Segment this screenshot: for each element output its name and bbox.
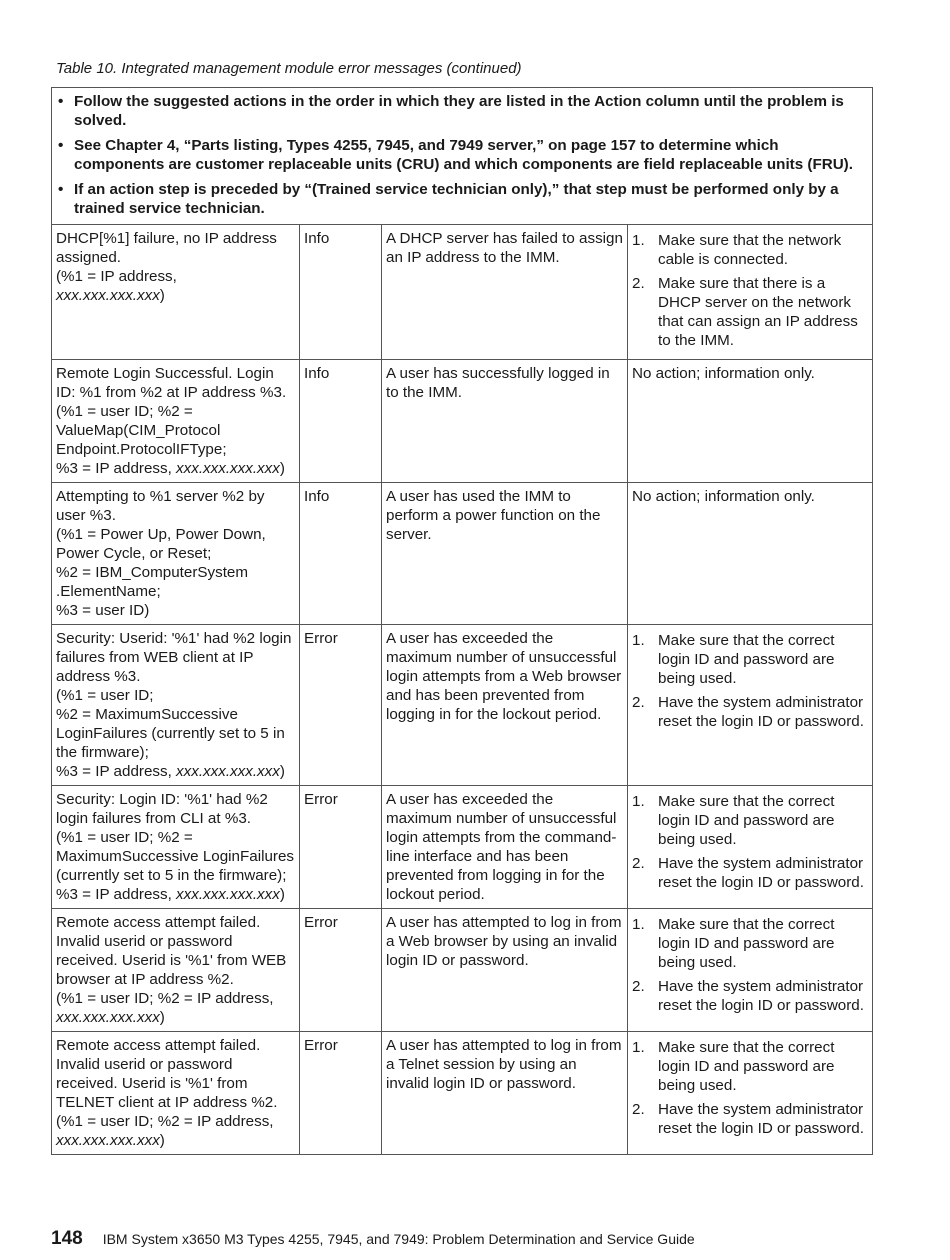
message-cell — [52, 1032, 300, 1155]
message-line: (%1 = user ID; %2 = MaximumSuccessive LoginFailures (currently set to 5 in the firmware); — [56, 829, 295, 884]
action-step — [632, 854, 868, 892]
message-line: (%1 = user ID; %2 = IP address, — [56, 1113, 274, 1130]
action-text: No action; information only. — [632, 488, 815, 505]
severity-cell: Error — [300, 625, 382, 786]
step-text: Make sure that the correct login ID and password are being used. — [658, 793, 835, 848]
note-text: Follow the suggested actions in the order in which they are listed in the Action column until the problem is solved. — [74, 93, 844, 129]
step-text: Have the system administrator reset the login ID or password. — [658, 1101, 864, 1137]
message-text: %3 = IP address, — [56, 460, 177, 477]
message-cell — [52, 225, 300, 360]
message-line — [56, 885, 295, 904]
message-close: ) — [279, 886, 285, 903]
action-step — [632, 792, 868, 849]
message-line: (%1 = user ID; %2 = IP address, — [56, 990, 274, 1007]
message-line: %2 = IBM_ComputerSystem .ElementName; — [56, 564, 249, 600]
action-step — [632, 693, 868, 731]
message-line: Remote access attempt failed. Invalid userid or password received. Userid is '%1' from TELNET client at IP address %2. — [56, 1037, 278, 1111]
note-text: See Chapter 4, “Parts listing, Types 4255, 7945, and 7949 server,” on page 157 to determine which components are customer replaceable units (CRU) and which components are field replaceable units (FRU). — [74, 137, 853, 173]
ip-placeholder: xxx.xxx.xxx.xxx — [56, 287, 160, 304]
message-cell — [52, 909, 300, 1032]
message-cell — [52, 786, 300, 909]
step-text: Have the system administrator reset the login ID or password. — [658, 694, 864, 730]
message-line — [56, 762, 295, 781]
table-row — [52, 360, 873, 483]
message-line: Security: Login ID: '%1' had %2 login failures from CLI at %3. — [56, 791, 268, 827]
action-step — [632, 274, 868, 350]
action-step — [632, 631, 868, 688]
action-text: No action; information only. — [632, 365, 815, 382]
step-number: 1. — [632, 632, 645, 649]
step-number: 2. — [632, 978, 645, 995]
severity-cell: Info — [300, 360, 382, 483]
note-item — [56, 180, 868, 218]
action-step — [632, 977, 868, 1015]
notes-row — [52, 88, 873, 225]
step-number: 2. — [632, 855, 645, 872]
description-cell: A user has exceeded the maximum number of unsuccessful login attempts from a Web browser and has been prevented from logging in for the lockout period. — [382, 625, 628, 786]
message-cell — [52, 483, 300, 625]
description-cell: A user has exceeded the maximum number of unsuccessful login attempts from the command-line interface and has been prevented from logging in for the lockout period. — [382, 786, 628, 909]
bullet-icon: • — [58, 137, 64, 154]
error-messages-table — [51, 87, 873, 1155]
page-number: 148 — [51, 1228, 83, 1249]
step-text: Have the system administrator reset the login ID or password. — [658, 855, 864, 891]
action-list — [632, 792, 868, 892]
bullet-icon: • — [58, 181, 64, 198]
table-caption: Table 10. Integrated management module error messages (continued) — [56, 60, 522, 77]
notes-cell — [52, 88, 873, 225]
message-line: (%1 = user ID; %2 = ValueMap(CIM_Protocol Endpoint.ProtocolIFType; — [56, 403, 227, 458]
action-step — [632, 1038, 868, 1095]
note-text: If an action step is preceded by “(Trained service technician only),” that step must be performed only by a trained service technician. — [74, 181, 839, 217]
action-step — [632, 231, 868, 269]
note-item — [56, 136, 868, 174]
action-step — [632, 915, 868, 972]
message-line: %3 = user ID) — [56, 602, 150, 619]
severity-cell: Info — [300, 225, 382, 360]
step-text: Make sure that the correct login ID and password are being used. — [658, 1039, 835, 1094]
message-line: (%1 = IP address, — [56, 268, 177, 285]
step-text: Make sure that the correct login ID and password are being used. — [658, 632, 835, 687]
message-line — [56, 1008, 295, 1027]
action-list — [632, 231, 868, 350]
notes-list — [56, 92, 868, 218]
action-cell — [628, 225, 873, 360]
footer-title: IBM System x3650 M3 Types 4255, 7945, and 7949: Problem Determination and Service Guide — [102, 1231, 695, 1247]
action-cell — [628, 786, 873, 909]
ip-placeholder: xxx.xxx.xxx.xxx — [56, 1009, 160, 1026]
step-number: 1. — [632, 916, 645, 933]
action-step — [632, 1100, 868, 1138]
message-line: (%1 = Power Up, Power Down, Power Cycle, or Reset; — [56, 526, 266, 562]
step-number: 2. — [632, 694, 645, 711]
severity-cell: Error — [300, 786, 382, 909]
step-number: 1. — [632, 1039, 645, 1056]
action-cell — [628, 360, 873, 483]
table-row — [52, 909, 873, 1032]
step-number: 2. — [632, 1101, 645, 1118]
message-close: ) — [279, 460, 285, 477]
message-line: Remote Login Successful. Login ID: %1 from %2 at IP address %3. — [56, 365, 287, 401]
action-cell — [628, 625, 873, 786]
message-cell — [52, 625, 300, 786]
message-line: Attempting to %1 server %2 by user %3. — [56, 488, 265, 524]
step-number: 1. — [632, 232, 645, 249]
note-item — [56, 92, 868, 130]
severity-cell: Error — [300, 909, 382, 1032]
message-line: %2 = MaximumSuccessive LoginFailures (currently set to 5 in the firmware); — [56, 706, 285, 761]
description-cell: A user has attempted to log in from a Web browser by using an invalid login ID or password. — [382, 909, 628, 1032]
message-cell — [52, 360, 300, 483]
table-row — [52, 1032, 873, 1155]
description-cell: A user has successfully logged in to the IMM. — [382, 360, 628, 483]
ip-placeholder: xxx.xxx.xxx.xxx — [56, 1132, 160, 1149]
action-list — [632, 631, 868, 731]
message-close: ) — [159, 1132, 165, 1149]
table-row — [52, 625, 873, 786]
message-line: Security: Userid: '%1' had %2 login failures from WEB client at IP address %3. — [56, 630, 292, 685]
step-text: Have the system administrator reset the login ID or password. — [658, 978, 864, 1014]
bullet-icon: • — [58, 93, 64, 110]
step-text: Make sure that there is a DHCP server on the network that can assign an IP address to the IMM. — [658, 275, 858, 349]
step-text: Make sure that the network cable is connected. — [658, 232, 842, 268]
message-line — [56, 286, 295, 305]
message-close: ) — [159, 287, 165, 304]
description-cell: A DHCP server has failed to assign an IP address to the IMM. — [382, 225, 628, 360]
ip-placeholder: xxx.xxx.xxx.xxx — [176, 460, 280, 477]
ip-placeholder: xxx.xxx.xxx.xxx — [176, 763, 280, 780]
table-row — [52, 786, 873, 909]
message-line: DHCP[%1] failure, no IP address assigned. — [56, 230, 277, 266]
message-text: %3 = IP address, — [56, 886, 177, 903]
step-number: 1. — [632, 793, 645, 810]
action-list — [632, 915, 868, 1015]
severity-cell: Info — [300, 483, 382, 625]
message-line: (%1 = user ID; — [56, 687, 154, 704]
description-cell: A user has attempted to log in from a Telnet session by using an invalid login ID or password. — [382, 1032, 628, 1155]
action-list — [632, 1038, 868, 1138]
step-number: 2. — [632, 275, 645, 292]
message-text: %3 = IP address, — [56, 763, 177, 780]
action-cell — [628, 909, 873, 1032]
description-cell: A user has used the IMM to perform a power function on the server. — [382, 483, 628, 625]
message-close: ) — [159, 1009, 165, 1026]
severity-cell: Error — [300, 1032, 382, 1155]
message-line — [56, 459, 295, 478]
table-row — [52, 483, 873, 625]
page-footer — [51, 1228, 695, 1250]
message-line: Remote access attempt failed. Invalid userid or password received. Userid is '%1' from WEB browser at IP address %2. — [56, 914, 287, 988]
action-cell — [628, 1032, 873, 1155]
ip-placeholder: xxx.xxx.xxx.xxx — [176, 886, 280, 903]
message-close: ) — [279, 763, 285, 780]
message-line — [56, 1131, 295, 1150]
step-text: Make sure that the correct login ID and password are being used. — [658, 916, 835, 971]
table-row — [52, 225, 873, 360]
action-cell — [628, 483, 873, 625]
